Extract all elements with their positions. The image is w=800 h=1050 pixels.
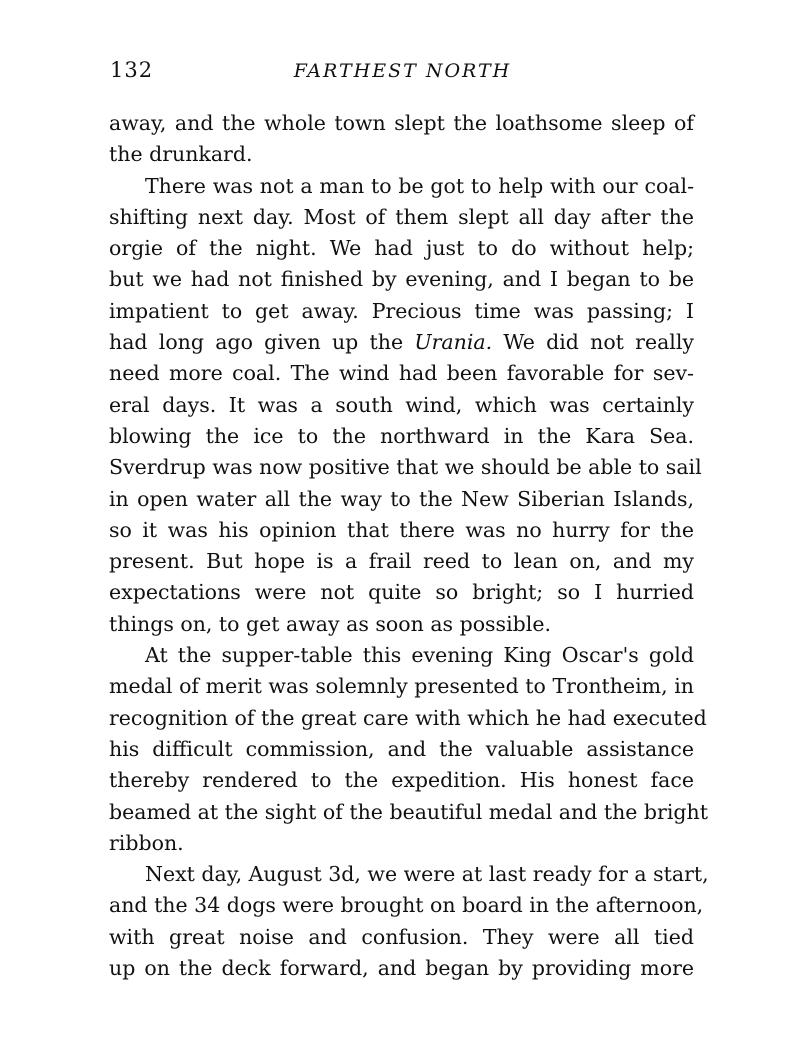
text-line: present. But hope is a frail reed to lean on, and my [109,549,694,574]
text-line: shifting next day. Most of them slept all day after the [109,204,694,229]
text-line: eral days. It was a south wind, which was certainly [109,392,694,417]
running-title: FARTHEST NORTH [293,60,512,82]
text-line: recognition of the great care with which he had executed [109,705,707,730]
text-line: Sverdrup was now positive that we should be able to sail [109,455,702,480]
paragraph-4 [109,859,709,984]
text-line: up on the deck forward, and began by providing more [109,956,694,981]
text-line: At the supper-table this evening King Oscar's gold [145,643,694,668]
text-line: so it was his opinion that there was no hurry for the [109,517,694,542]
page-number: 132 [110,58,154,82]
running-head [110,58,695,90]
paragraph-1 [109,108,694,171]
text-line: orgie of the night. We had just to do without help; [109,236,694,261]
paragraph-2 [109,171,702,640]
ship-name-italic: Urania. [414,330,493,355]
text-line: with great noise and confusion. They were all tied [109,924,694,949]
text-line: Next day, August 3d, we were at last ready for a start, [145,862,709,887]
text-line: ribbon. [109,830,184,855]
text-line: beamed at the sight of the beautiful medal and the bright [109,799,708,824]
text-line-with-italic [109,327,694,358]
text-line: things on, to get away as soon as possible. [109,611,551,636]
text-line: There was not a man to be got to help with our coal- [145,173,694,198]
text-line: the drunkard. [109,142,253,167]
paragraph-3 [109,640,708,859]
text-line: thereby rendered to the expedition. His honest face [109,768,694,793]
text-line: and the 34 dogs were brought on board in the afternoon, [109,893,704,918]
text-line: need more coal. The wind had been favorable for sev- [109,361,694,386]
text-segment: had long ago given up the [109,330,415,355]
text-line: impatient to get away. Precious time was passing; I [109,298,694,323]
text-line: away, and the whole town slept the loathsome sleep of [109,111,694,135]
text-line: in open water all the way to the New Siberian Islands, [109,486,694,511]
text-line: medal of merit was solemnly presented to Trontheim, in [109,674,694,699]
text-segment: We did not really [492,330,694,355]
text-line: but we had not finished by evening, and I began to be [109,267,694,292]
text-line: expectations were not quite so bright; so I hurried [109,580,694,605]
body-text [109,108,709,984]
text-line: blowing the ice to the northward in the Kara Sea. [109,423,694,448]
text-line: his difficult commission, and the valuable assistance [109,736,694,761]
